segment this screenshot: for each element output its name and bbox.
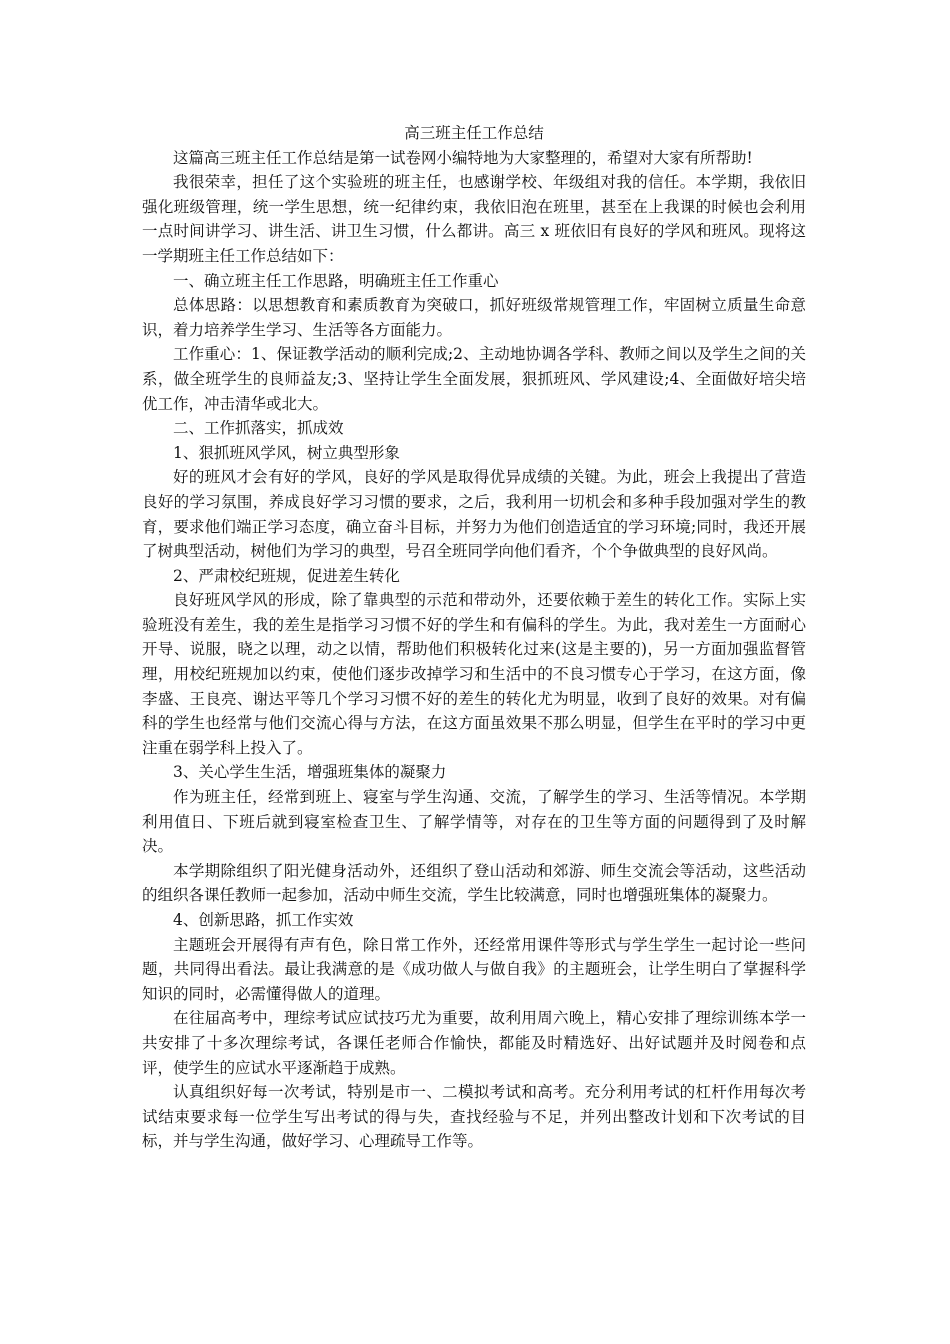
overall-idea-paragraph: 总体思路：以思想教育和素质教育为突破口，抓好班级常规管理工作，牢固树立质量生命意识，着力培养学生学习、生活等各方面能力。 — [142, 296, 806, 339]
work-focus-paragraph: 工作重心：1、保证教学活动的顺利完成;2、主动地协调各学科、教师之间以及学生之间的关系，做全班学生的良师益友;3、坚持让学生全面发展，狠抓班风、学风建设;4、全面做好培尖培优工作，冲击清华或北大。 — [142, 345, 806, 413]
student-transform-paragraph: 良好班风学风的形成，除了靠典型的示范和带动外，还要依赖于差生的转化工作。实际上实验班没有差生，我的差生是指学习习惯不好的学生和有偏科的学生。为此，我对差生一方面耐心开导、说服，晓之以理，动之以情，帮助他们积极转化过来(这是主要的)，另一方面加强监督管理，用校纪班规加以约束，使他们逐步改掉学习和生活中的不良习惯专心于学习，在这方面，像李盛、王良亮、谢达平等几个学习习惯不好的差生的转化尤为明显，收到了良好的效果。对有偏科的学生也经常与他们交流心得与方法，在这方面虽效果不那么明显，但学生在平时的学习中更注重在弱学科上投入了。 — [142, 591, 806, 757]
subheading-3: 3、关心学生生活，增强班集体的凝聚力 — [173, 763, 447, 782]
subheading-2: 2、严肃校纪班规，促进差生转化 — [173, 566, 400, 585]
intro-paragraph: 这篇高三班主任工作总结是第一试卷网小编特地为大家整理的，希望对大家有所帮助! — [173, 148, 753, 167]
subheading-1: 1、狠抓班风学风，树立典型形象 — [173, 443, 400, 462]
document-page — [142, 121, 806, 1154]
opening-paragraph: 我很荣幸，担任了这个实验班的班主任，也感谢学校、年级组对我的信任。本学期，我依旧强化班级管理，统一学生思想，统一纪律约束，我依旧泡在班里，甚至在上我课的时候也会利用一点时间讲学习、讲生活、讲卫生习惯，什么都讲。高三 x 班依旧有良好的学风和班风。现将这一学期班主任工作总结如下： — [142, 173, 806, 265]
subheading-4: 4、创新思路，抓工作实效 — [173, 911, 354, 929]
activities-paragraph: 本学期除组织了阳光健身活动外，还组织了登山活动和郊游、师生交流会等活动，这些活动的组织各课任教师一起参加，活动中师生交流，学生比较满意，同时也增强班集体的凝聚力。 — [142, 861, 806, 905]
exam-organization-paragraph: 认真组织好每一次考试，特别是市一、二模拟考试和高考。充分利用考试的杠杆作用每次考试结束要求每一位学生写出考试的得与失，查找经验与不足，并列出整改计划和下次考试的目标，并与学生沟通，做好学习、心理疏导工作等。 — [142, 1083, 806, 1151]
student-life-paragraph: 作为班主任，经常到班上、寝室与学生沟通、交流，了解学生的学习、生活等情况。本学期利用值日、下班后就到寝室检查卫生、了解学情等，对存在的卫生等方面的问题得到了及时解决。 — [142, 788, 806, 856]
section-heading-1: 一、确立班主任工作思路，明确班主任工作重心 — [173, 271, 499, 290]
class-meeting-paragraph: 主题班会开展得有声有色，除日常工作外，还经常用课件等形式与学生学生一起讨论一些问题，共同得出看法。最让我满意的是《成功做人与做自我》的主题班会，让学生明白了掌握科学知识的同时，必需懂得做人的道理。 — [142, 935, 806, 1003]
section-heading-2: 二、工作抓落实，抓成效 — [173, 419, 344, 438]
exam-training-paragraph: 在往届高考中，理综考试应试技巧尤为重要，故利用周六晚上，精心安排了理综训练本学一共安排了十多次理综考试，各课任老师合作愉快，都能及时精选好、出好试题并及时阅卷和点评，使学生的应试水平逐渐趋于成熟。 — [142, 1009, 806, 1077]
class-style-paragraph: 好的班风才会有好的学风，良好的学风是取得优异成绩的关键。为此，班会上我提出了营造良好的学习氛围，养成良好学习习惯的要求，之后，我利用一切机会和多种手段加强对学生的教育，要求他们端正学习态度，确立奋斗目标，并努力为他们创造适宜的学习环境;同时，我还开展了树典型活动，树他们为学习的典型，号召全班同学向他们看齐，个个争做典型的良好风尚。 — [142, 468, 806, 561]
document-title: 高三班主任工作总结 — [404, 124, 544, 142]
